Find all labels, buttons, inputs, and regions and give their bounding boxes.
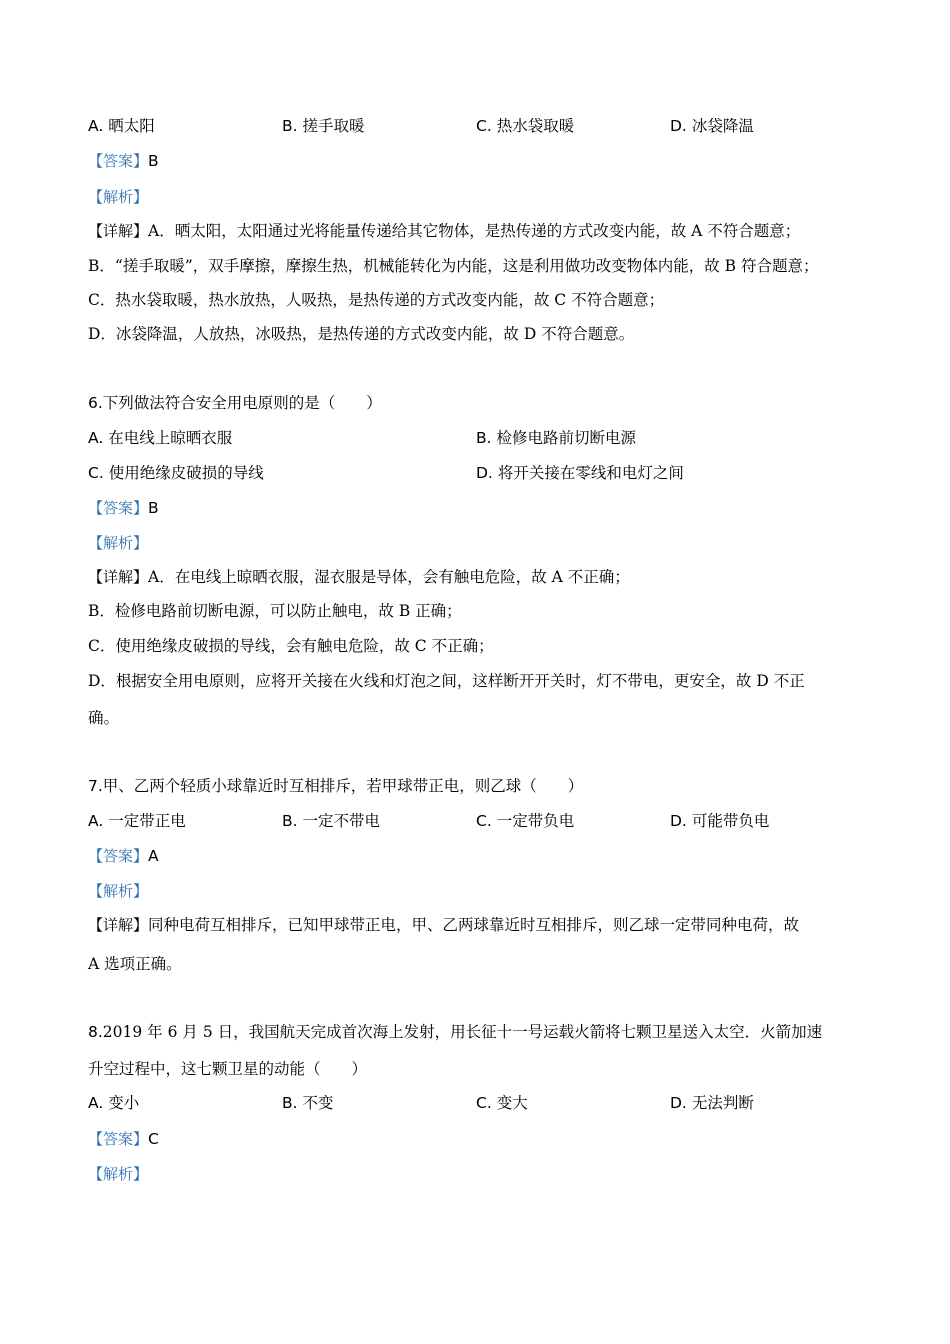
q5-option-c xyxy=(476,115,574,137)
answer-value: B xyxy=(148,499,159,517)
q7-stem xyxy=(88,775,583,797)
option-text: 搓手取暖 xyxy=(302,117,365,135)
option-text: 一定带负电 xyxy=(496,812,575,830)
option-label: B. xyxy=(476,429,492,447)
question-text: 甲、乙两个轻质小球靠近时互相排斥，若甲球带正电，则乙球（ ） xyxy=(102,777,584,795)
option-text: 检修电路前切断电源 xyxy=(496,429,637,447)
option-text: 在电线上晾晒衣服 xyxy=(108,429,233,447)
q6-analysis xyxy=(88,532,148,554)
option-label: D. xyxy=(670,117,687,135)
answer-tag: 【答案】 xyxy=(88,1130,149,1148)
q6-option-c xyxy=(88,462,264,484)
q6-answer xyxy=(88,497,159,519)
q7-detail-line-2: A 选项正确。 xyxy=(88,955,182,973)
q5-detail-line-4: D．冰袋降温，人放热，冰吸热，是热传递的方式改变内能，故 D 不符合题意。 xyxy=(88,325,635,343)
answer-value: A xyxy=(148,847,159,865)
option-text: 冰袋降温 xyxy=(691,117,754,135)
option-label: C. xyxy=(476,117,492,135)
q8-option-d xyxy=(670,1092,754,1114)
detail-tag: 【详解】 xyxy=(88,222,149,240)
detail-tag: 【详解】 xyxy=(88,568,149,586)
q5-option-a xyxy=(88,115,155,137)
option-label: B. xyxy=(282,812,298,830)
option-label: D. xyxy=(670,812,687,830)
q5-detail-line-3: C．热水袋取暖，热水放热，人吸热，是热传递的方式改变内能，故 C 不符合题意； xyxy=(88,291,665,309)
q8-stem-line-2: 升空过程中，这七颗卫星的动能（ ） xyxy=(88,1060,368,1078)
analysis-tag: 【解析】 xyxy=(88,1165,149,1183)
q5-detail-line-2: B．“搓手取暖”，双手摩擦，摩擦生热，机械能转化为内能，这是利用做功改变物体内能，故 B 符合题意； xyxy=(88,257,819,275)
q8-answer xyxy=(88,1128,159,1150)
q6-option-b xyxy=(476,427,636,449)
q7-option-c xyxy=(476,810,574,832)
option-text: 不变 xyxy=(302,1094,334,1112)
option-text: 变小 xyxy=(108,1094,140,1112)
q5-option-d xyxy=(670,115,754,137)
option-label: A. xyxy=(88,1094,104,1112)
q6-detail-line-1 xyxy=(88,566,630,588)
q7-answer xyxy=(88,845,159,867)
q5-detail-line-1 xyxy=(88,220,800,242)
question-number: 7. xyxy=(88,777,103,795)
q8-analysis xyxy=(88,1163,148,1185)
option-text: 一定带正电 xyxy=(108,812,186,830)
detail-text: A．晒太阳，太阳通过光将能量传递给其它物体，是热传递的方式改变内能，故 A 不符合题意； xyxy=(148,222,801,240)
analysis-tag: 【解析】 xyxy=(88,882,149,900)
analysis-tag: 【解析】 xyxy=(88,534,149,552)
q6-option-a xyxy=(88,427,232,449)
option-text: 将开关接在零线和电灯之间 xyxy=(497,464,684,482)
answer-value: B xyxy=(148,152,159,170)
detail-text: 同种电荷互相排斥，已知甲球带正电，甲、乙两球靠近时互相排斥，则乙球一定带同种电荷，故 xyxy=(148,916,800,934)
detail-text: A．在电线上晾晒衣服，湿衣服是导体，会有触电危险，故 A 不正确； xyxy=(148,568,630,586)
option-label: C. xyxy=(88,464,104,482)
answer-tag: 【答案】 xyxy=(88,152,149,170)
q5-analysis xyxy=(88,186,148,208)
detail-tag: 【详解】 xyxy=(88,916,149,934)
option-text: 热水袋取暖 xyxy=(496,117,575,135)
q7-detail-line-1 xyxy=(88,914,799,936)
q6-detail-line-5: 确。 xyxy=(88,709,120,727)
question-number: 6. xyxy=(88,394,103,412)
option-label: A. xyxy=(88,812,104,830)
q6-detail-line-3: C．使用绝缘皮破损的导线，会有触电危险，故 C 不正确； xyxy=(88,637,494,655)
option-label: B. xyxy=(282,117,298,135)
answer-tag: 【答案】 xyxy=(88,847,149,865)
q5-answer xyxy=(88,150,159,172)
q5-option-b xyxy=(282,115,365,137)
option-text: 变大 xyxy=(496,1094,528,1112)
q7-option-a xyxy=(88,810,186,832)
option-label: A. xyxy=(88,117,104,135)
option-label: D. xyxy=(476,464,493,482)
q7-analysis xyxy=(88,880,148,902)
question-number: 8. xyxy=(88,1023,103,1041)
question-text: 2019 年 6 月 5 日，我国航天完成首次海上发射，用长征十一号运载火箭将七颗卫星送入太空．火箭加速 xyxy=(102,1023,823,1041)
q6-detail-line-2: B．检修电路前切断电源，可以防止触电，故 B 正确； xyxy=(88,602,462,620)
answer-tag: 【答案】 xyxy=(88,499,149,517)
q8-stem-line-1 xyxy=(88,1021,822,1043)
option-text: 使用绝缘皮破损的导线 xyxy=(108,464,264,482)
option-label: A. xyxy=(88,429,104,447)
option-text: 一定不带电 xyxy=(302,812,381,830)
q8-option-c xyxy=(476,1092,528,1114)
option-text: 无法判断 xyxy=(691,1094,754,1112)
option-label: D. xyxy=(670,1094,687,1112)
q6-stem xyxy=(88,392,382,414)
q6-option-d xyxy=(476,462,684,484)
option-text: 晒太阳 xyxy=(108,117,155,135)
q7-option-d xyxy=(670,810,769,832)
analysis-tag: 【解析】 xyxy=(88,188,149,206)
option-text: 可能带负电 xyxy=(691,812,770,830)
option-label: C. xyxy=(476,812,492,830)
q6-detail-line-4: D．根据安全用电原则，应将开关接在火线和灯泡之间，这样断开开关时，灯不带电，更安全，故 D 不正 xyxy=(88,672,805,690)
q7-option-b xyxy=(282,810,380,832)
option-label: C. xyxy=(476,1094,492,1112)
q8-option-a xyxy=(88,1092,139,1114)
q8-option-b xyxy=(282,1092,334,1114)
question-text: 下列做法符合安全用电原则的是（ ） xyxy=(102,394,382,412)
answer-value: C xyxy=(148,1130,159,1148)
option-label: B. xyxy=(282,1094,298,1112)
